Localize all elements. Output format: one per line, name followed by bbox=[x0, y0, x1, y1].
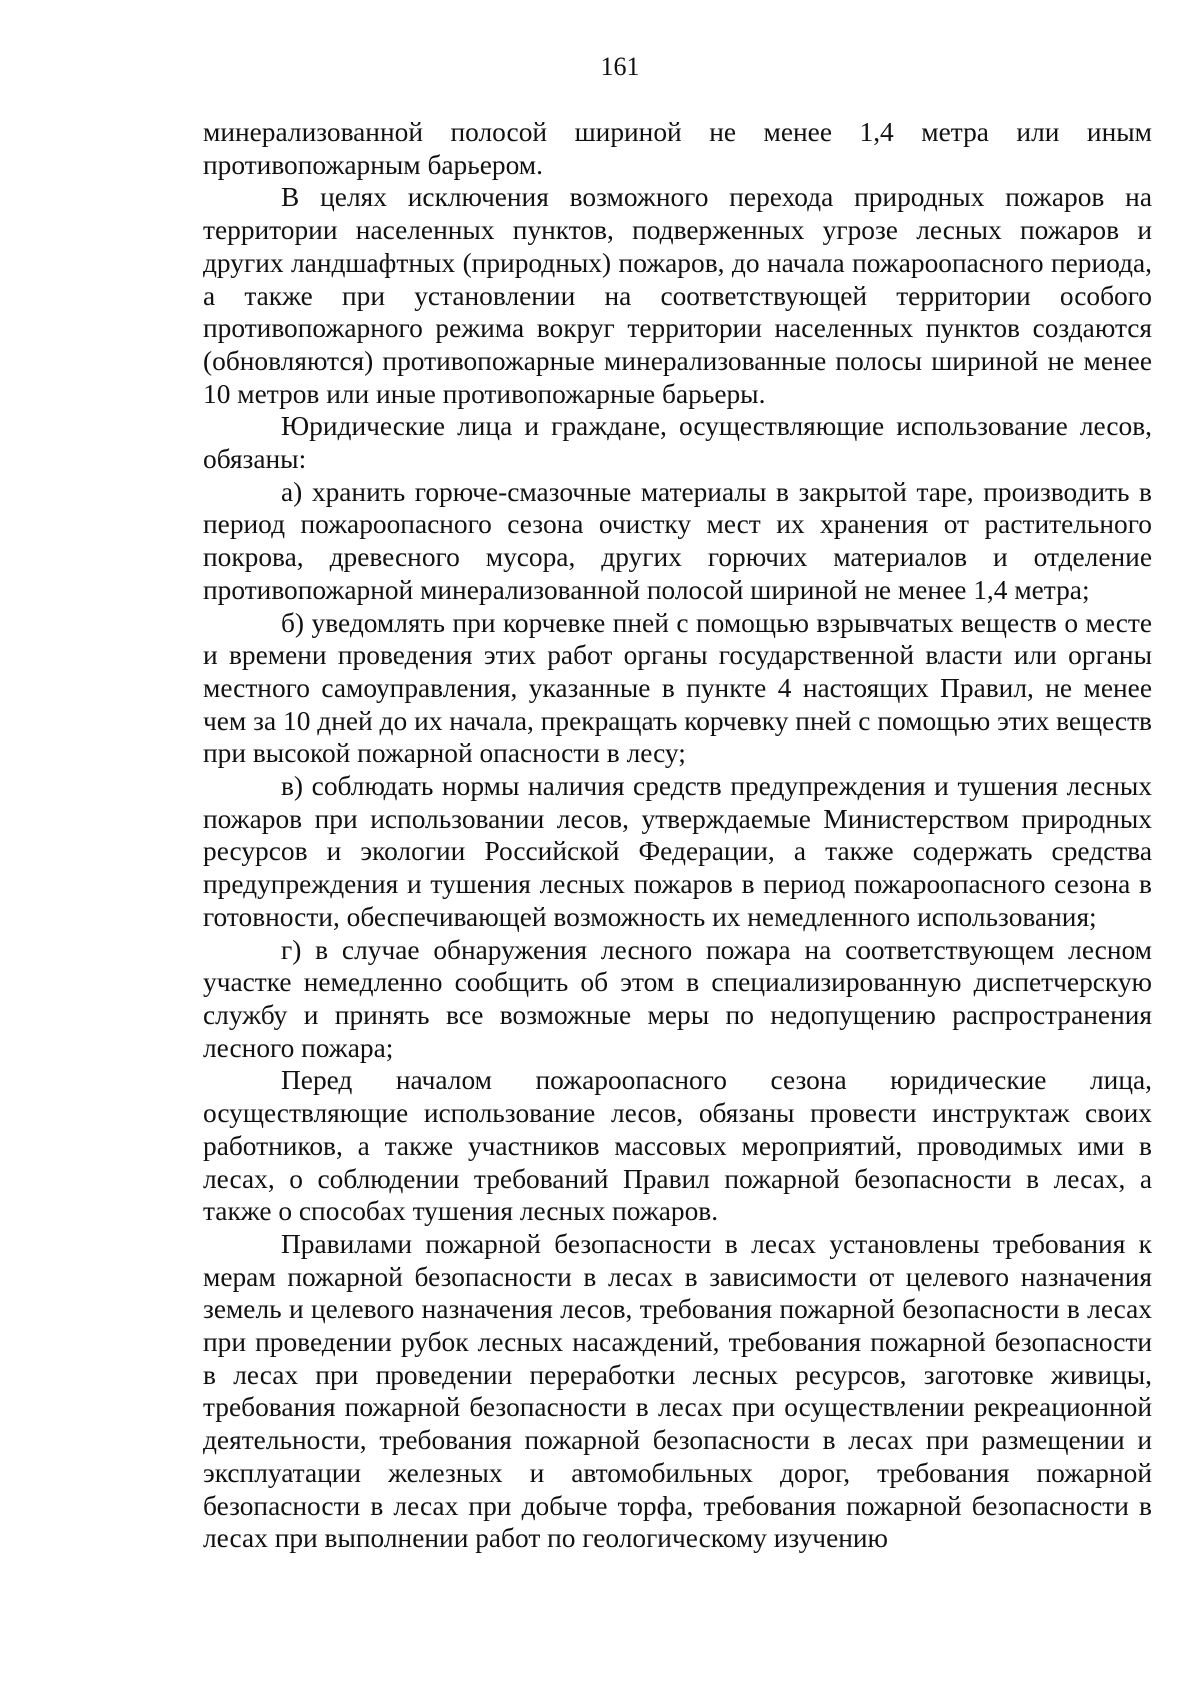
list-item-g: г) в случае обнаружения лесного пожара на соответствующем лесном участке немедленно сообщить об этом в специализированную диспетчерскую службу и принять все возможные меры по недопущению распространения лесного пожара; bbox=[203, 934, 1152, 1063]
paragraph-briefing: Перед началом пожароопасного сезона юридические лица, осуществляющие использование лесов, обязаны провести инструктаж своих работников, а также участников массовых мероприятий, проводимых ими в лесах, о соблюдении требований Правил пожарной безопасности в лесах, а также о способах тушения лесных пожаров. bbox=[203, 1065, 1152, 1227]
page-number: 161 bbox=[600, 52, 640, 81]
paragraph-obligations-intro: Юридические лица и граждане, осуществляющие использование лесов, обязаны: bbox=[203, 411, 1152, 475]
list-item-a: а) хранить горюче-смазочные материалы в закрытой таре, производить в период пожароопасного сезона очистку мест их хранения от растительного покрова, древесного мусора, других горючих материалов и отделение противопожарной минерализованной полосой шириной не менее 1,4 метра; bbox=[203, 476, 1152, 605]
document-body bbox=[203, 116, 1152, 1555]
list-item-v: в) соблюдать нормы наличия средств предупреждения и тушения лесных пожаров при использовании лесов, утверждаемые Министерством природных ресурсов и экологии Российской Федерации, а также содержать средства предупреждения и тушения лесных пожаров в период пожароопасного сезона в готовности, обеспечивающей возможность их немедленного использования; bbox=[203, 771, 1152, 932]
paragraph-continuation: минерализованной полосой шириной не менее 1,4 метра или иным противопожарным барьером. bbox=[203, 117, 1152, 180]
paragraph-mineralized-strips: В целях исключения возможного перехода природных пожаров на территории населенных пунктов, подверженных угрозе лесных пожаров и других ландшафтных (природных) пожаров, до начала пожароопасного периода, а также при установлении на соответствующей территории особого противопожарного режима вокруг территории населенных пунктов создаются (обновляются) противопожарные минерализованные полосы шириной не менее 10 метров или иные противопожарные барьеры. bbox=[203, 182, 1152, 409]
list-item-b: б) уведомлять при корчевке пней с помощью взрывчатых веществ о месте и времени проведения этих работ органы государственной власти или органы местного самоуправления, указанные в пункте 4 настоящих Правил, не менее чем за 10 дней до их начала, прекращать корчевку пней с помощью этих веществ при высокой пожарной опасности в лесу; bbox=[203, 607, 1152, 769]
paragraph-fire-safety-rules: Правилами пожарной безопасности в лесах установлены требования к мерам пожарной безопасности в лесах в зависимости от целевого назначения земель и целевого назначения лесов, требования пожарной безопасности в лесах при проведении рубок лесных насаждений, требования пожарной безопасности в лесах при проведении переработки лесных ресурсов, заготовке живицы, требования пожарной безопасности в лесах при осуществлении рекреационной деятельности, требования пожарной безопасности в лесах при размещении и эксплуатации железных и автомобильных дорог, требования пожарной безопасности в лесах при добыче торфа, требования пожарной безопасности в лесах при выполнении работ по геологическому изучению bbox=[203, 1228, 1152, 1554]
